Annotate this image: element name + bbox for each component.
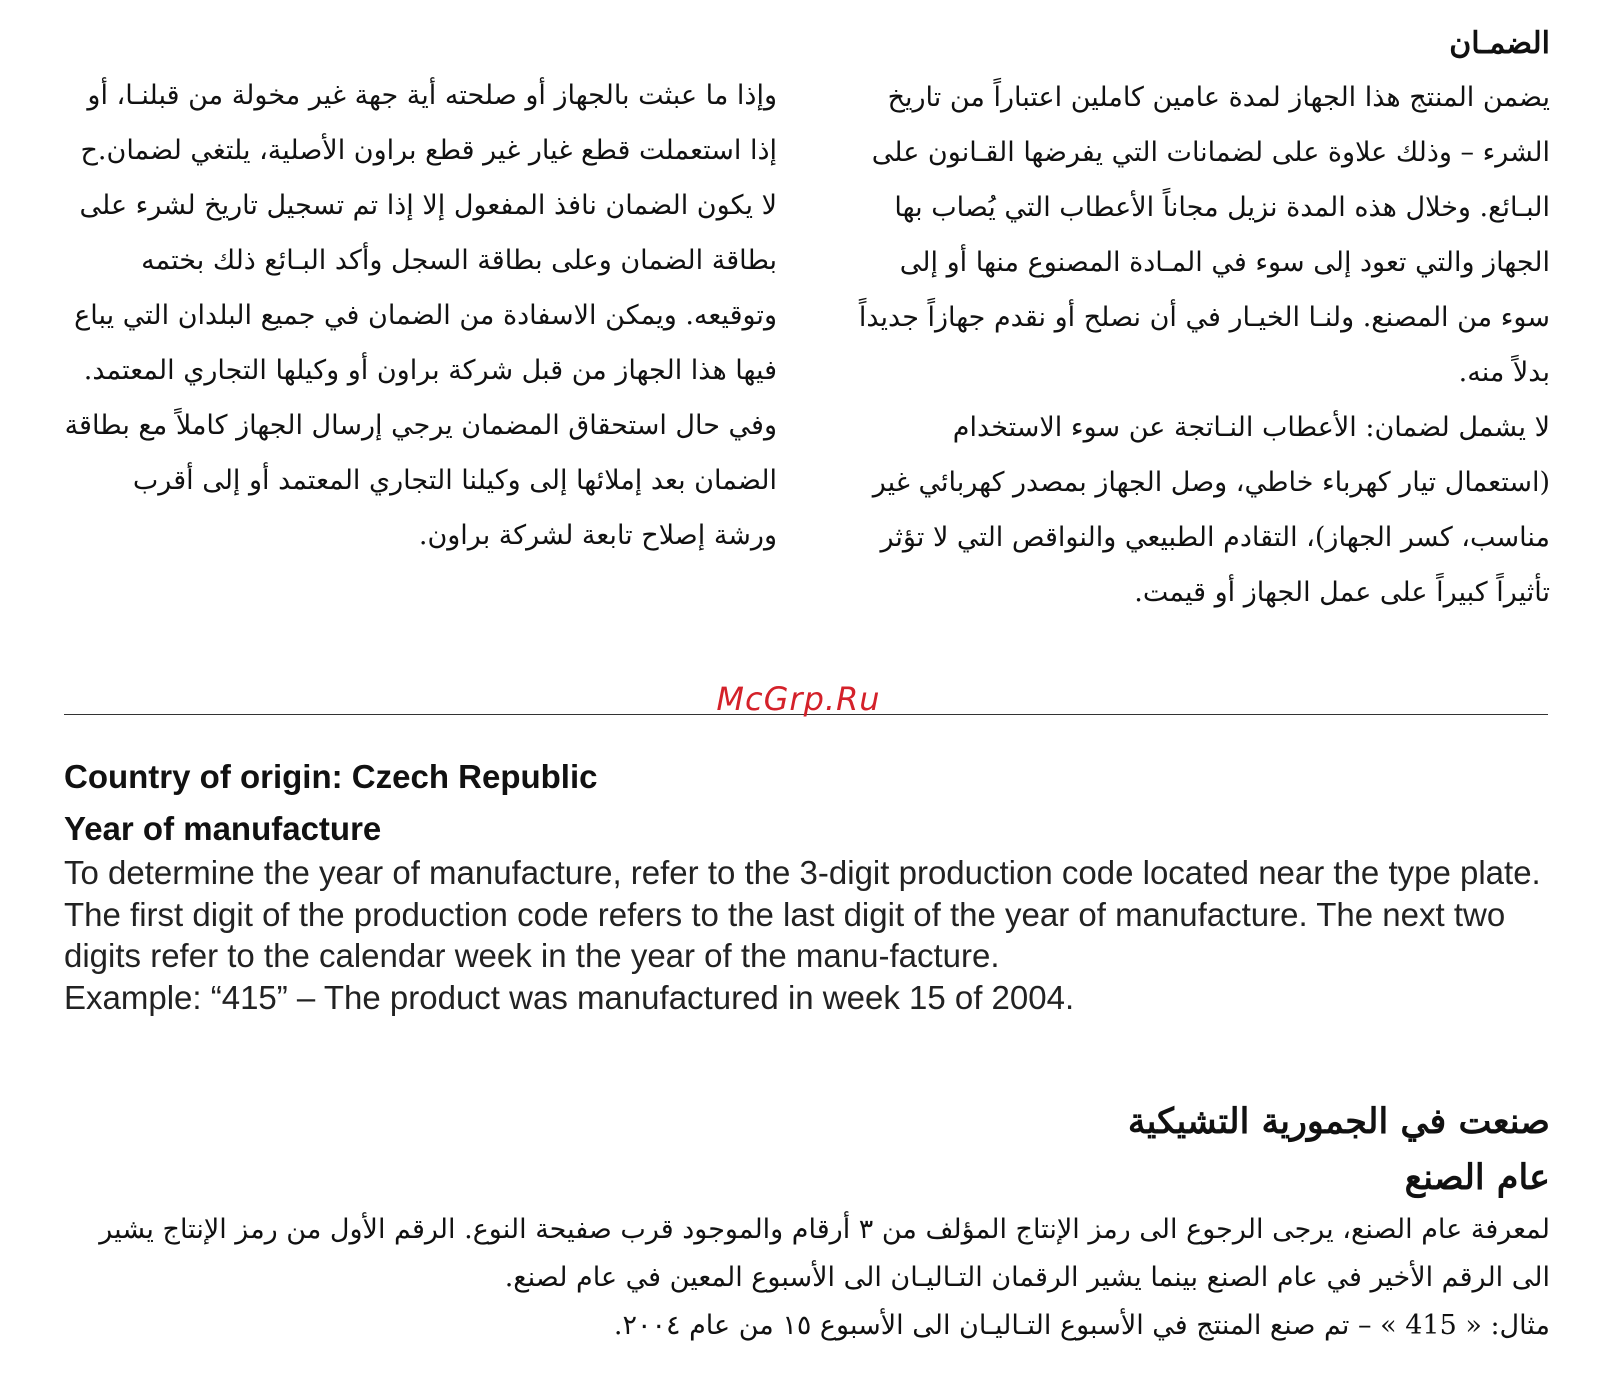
guarantee-paragraph: لا يكون الضمان نافذ المفعول إلا إذا تم تسجيل تاريخ لشرء على بطاقة الضمان وعلى بطاقة السجل وأكد البـائع ذلك بختمه وتوقيعه. ويمكن الاسفادة من الضمان في جميع البلدان التي يباع فيها هذا الجهاز من قبل شركة براون أو وكيلها التجاري المعتمد. <box>74 190 777 386</box>
guarantee-right-column <box>850 18 1550 620</box>
guarantee-paragraph: وإذا ما عبثت بالجهاز أو صلحته أية جهة غير مخولة من قبلنـا، أو إذا استعملت قطع غيار غير قطع براون الأصلية، يلتغي لضمان.ح <box>80 80 777 166</box>
guarantee-paragraph: وفي حال استحقاق المضمان يرجي إرسال الجهاز كاملاً مع بطاقة الضمان بعد إملائها إلى وكيلنا التجاري المعتمد أو إلى أقرب ورشة إصلاح تابعة لشركة براون. <box>64 410 777 551</box>
arabic-example-text: مثال: « 415 » – تم صنع المنتج في الأسبوع التـاليـان الى الأسبوع ١٥ من عام ٢٠٠٤. <box>613 1310 1550 1341</box>
example-text: Example: “415” – The product was manufactured in week 15 of 2004. <box>64 978 1075 1016</box>
guarantee-paragraph: يضمن المنتج هذا الجهاز لمدة عامين كاملين اعتباراً من تاريخ الشرء – وذلك علاوة على لضمانات التي يفرضها القـانون على البـائع. وخلال هذه المدة نزيل مجاناً الأعطاب التي يُصاب بها الجهاز والتي تعود إلى سوء في المـادة المصنوع منها أو إلى سوء من المصنع. ولنـا الخيـار في أن نصلح أو نقدم جهازاً جديداً بدلاً منه. <box>858 82 1550 388</box>
year-of-manufacture-heading: Year of manufacture <box>64 810 382 847</box>
country-of-origin-heading: Country of origin: Czech Republic <box>64 758 598 795</box>
watermark: McGrp.Ru <box>716 680 881 718</box>
arabic-country-heading: صنعت في الجمورية التشيكية <box>1127 1101 1550 1142</box>
arabic-year-heading: عام الصنع <box>1404 1157 1550 1198</box>
guarantee-title: الضمـان <box>1449 26 1550 61</box>
guarantee-left-column <box>62 68 777 563</box>
year-of-manufacture-text: To determine the year of manufacture, refer to the 3-digit production code located near the type plate. The first digit of the production code refers to the last digit of the year of manufacture. The next two digits refer to the calendar week in the year of the manu-facture. <box>64 854 1541 974</box>
arabic-origin-section <box>70 1094 1550 1350</box>
arabic-year-text: لمعرفة عام الصنع، يرجى الرجوع الى رمز الإنتاج المؤلف من ٣ أرقام والموجود قرب صفيحة النوع. الرقم الأول من رمز الإنتاج يشير الى الرقم الأخير في عام الصنع بينما يشير الرقمان التـاليـان الى الأسبوع المعين في عام لصنع. <box>99 1214 1550 1293</box>
guarantee-exclusions-paragraph: لا يشمل لضمان: الأعطاب النـاتجة عن سوء الاستخدام (استعمال تيار كهرباء خاطي، وصل الجهاز بمصدر كهربائي غير مناسب، كسر الجهاز)، التقادم الطبيعي والنواقص التي لا تؤثر تأثيراً كبيراً على عمل الجهاز أو قيمت. <box>872 412 1550 608</box>
english-origin-section <box>64 752 1554 1018</box>
